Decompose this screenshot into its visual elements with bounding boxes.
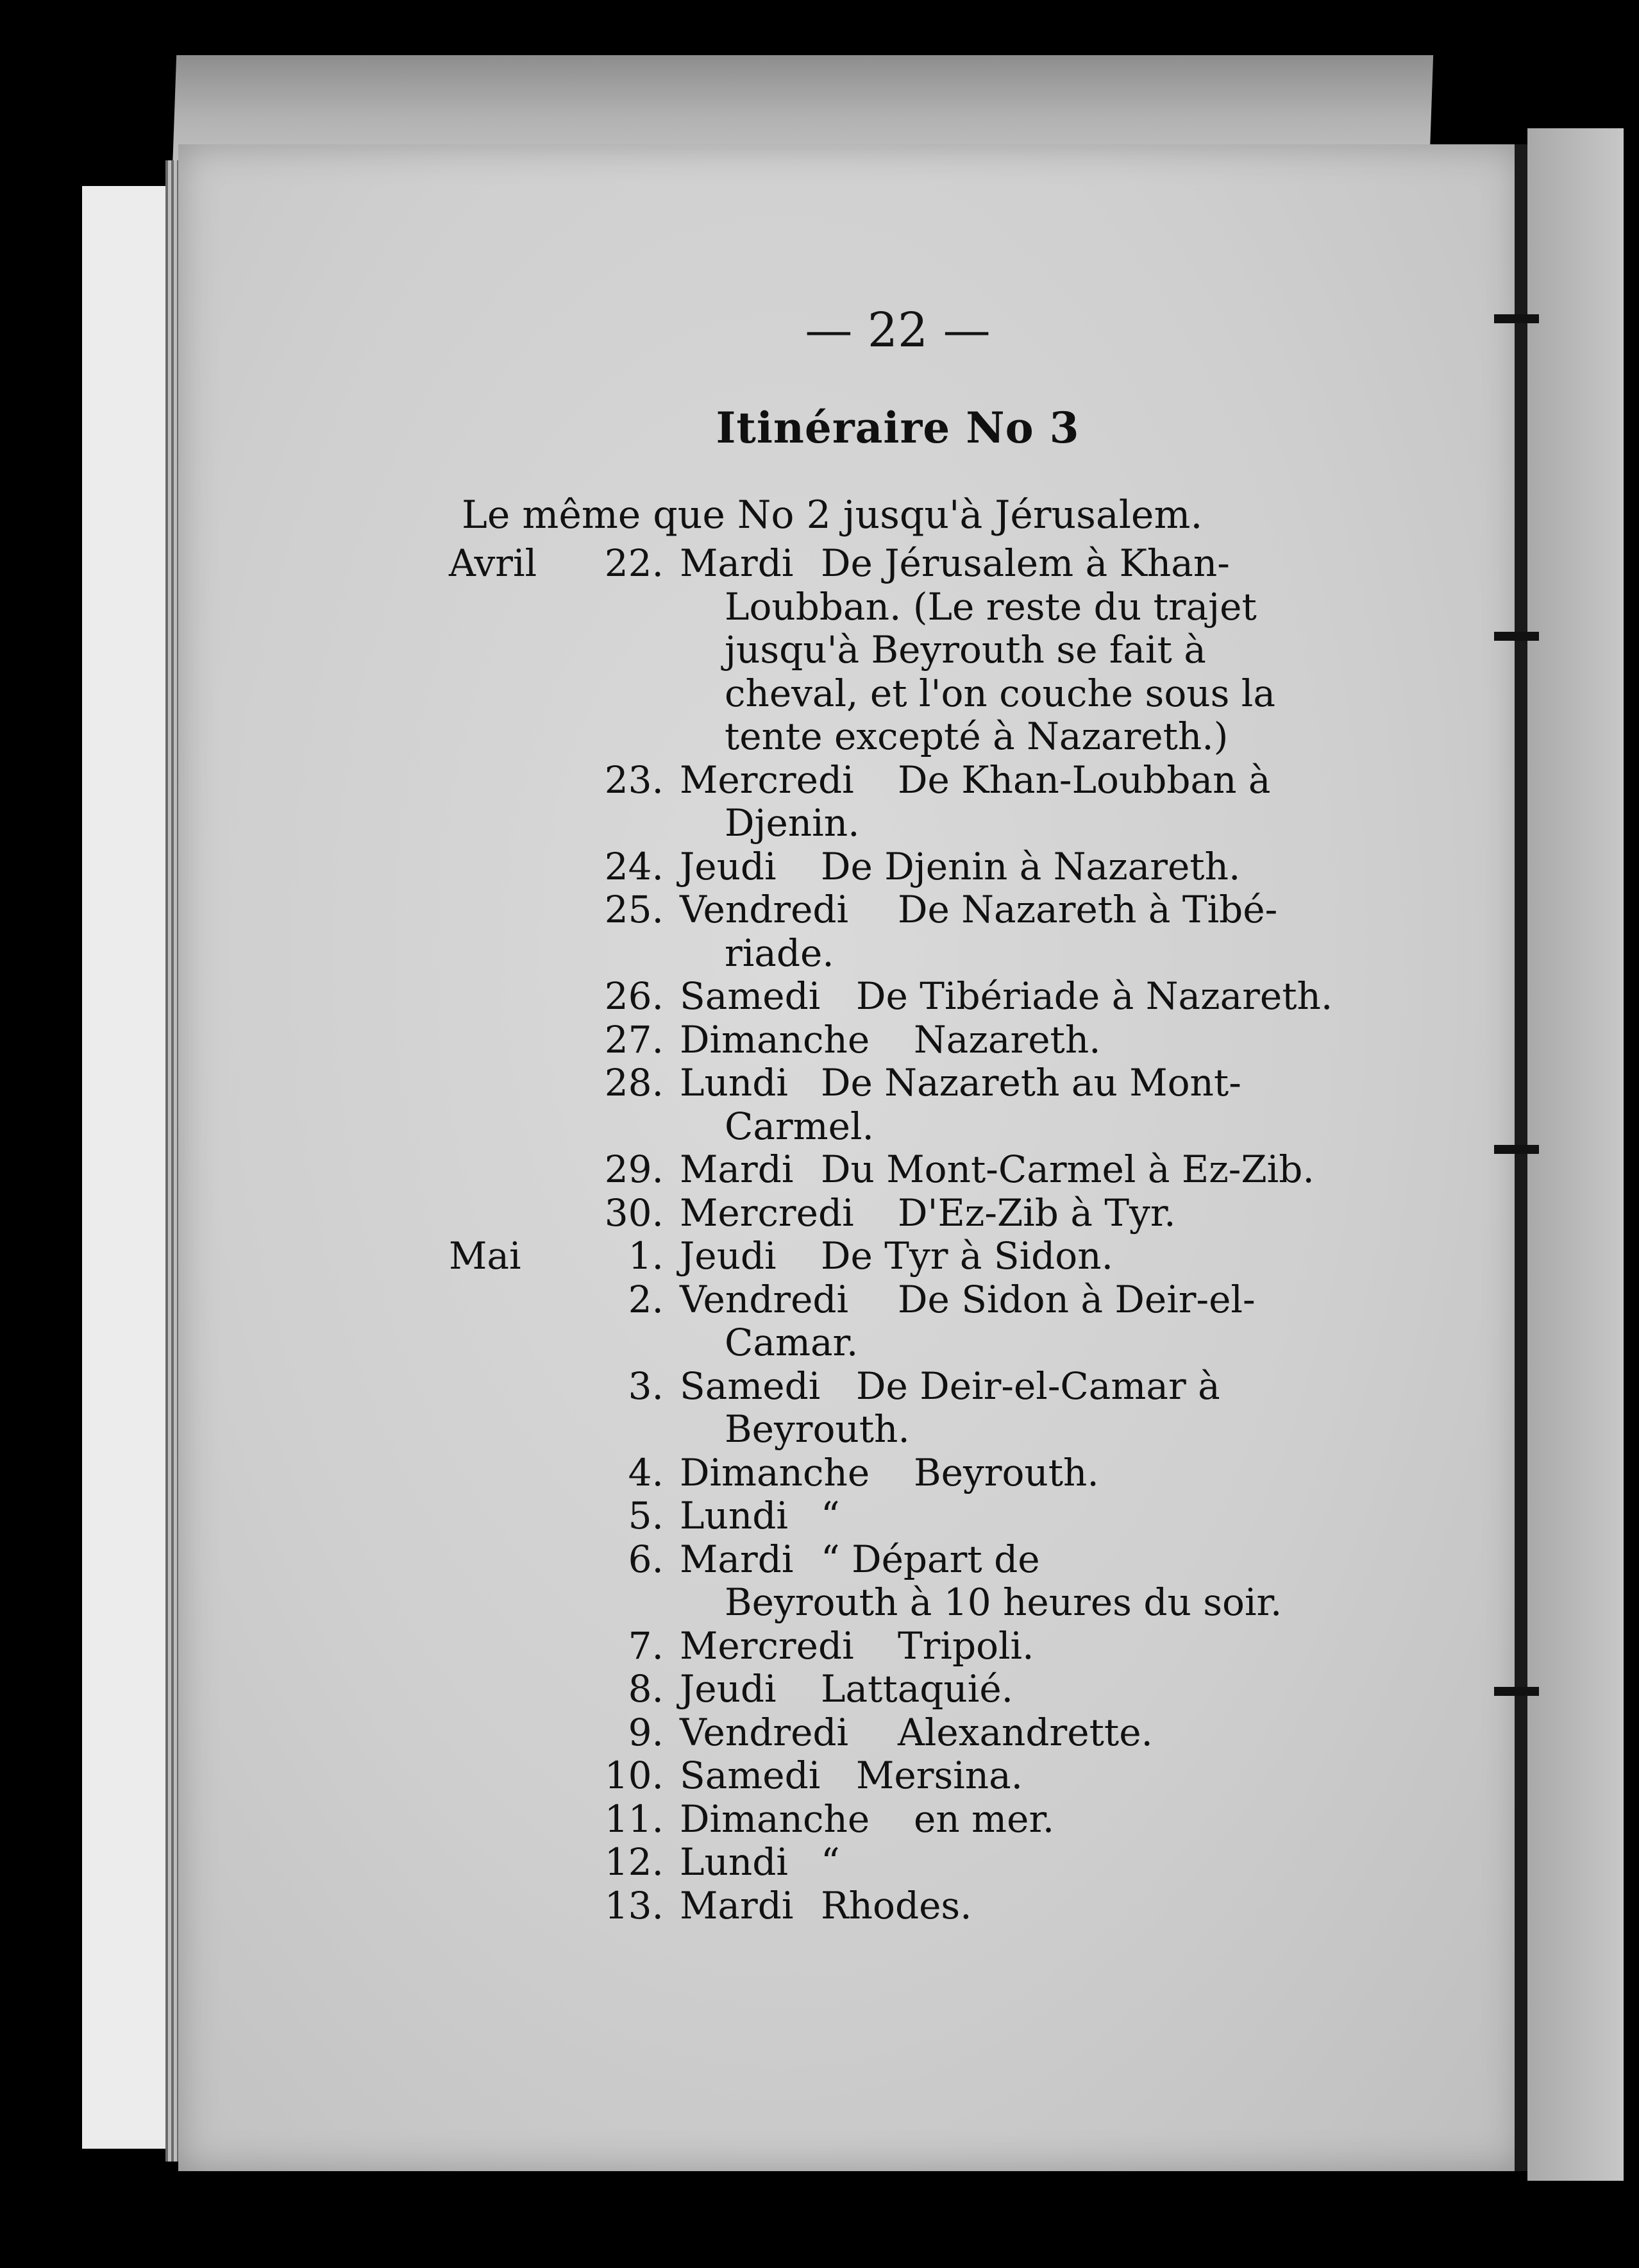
itinerary-description: De Sidon à Deir-el- [898, 1278, 1256, 1321]
itinerary-description: De Khan-Loubban à [898, 758, 1271, 802]
day-number: 9. [628, 1711, 664, 1754]
weekday: Samedi [680, 974, 821, 1018]
day-number: 26. [604, 974, 664, 1018]
itinerary-continuation: Beyrouth à 10 heures du soir. [725, 1580, 1282, 1624]
next-page-edge [1527, 128, 1624, 2181]
itinerary-description: Tripoli. [898, 1624, 1034, 1668]
weekday: Jeudi [680, 845, 777, 888]
day-number: 10. [604, 1754, 664, 1797]
page-gutter [1515, 144, 1527, 2171]
day-number: 29. [604, 1147, 664, 1191]
weekday: Lundi [680, 1840, 788, 1884]
itinerary-description: Rhodes. [821, 1884, 972, 1927]
day-number: 3. [628, 1364, 664, 1408]
binding-mark [1494, 314, 1539, 323]
day-number: 8. [628, 1667, 664, 1711]
day-number: 11. [604, 1797, 664, 1841]
itinerary-description: De Tibériade à Nazareth. [856, 974, 1333, 1018]
weekday: Dimanche [680, 1797, 870, 1841]
itinerary-description: Beyrouth. [914, 1451, 1099, 1494]
weekday: Mercredi [680, 1624, 854, 1668]
weekday: Vendredi [680, 1711, 849, 1754]
itinerary-description: “ [821, 1494, 840, 1537]
itinerary-description: De Djenin à Nazareth. [821, 845, 1241, 888]
itinerary-description: Mersina. [856, 1754, 1023, 1797]
itinerary-description: Alexandrette. [898, 1711, 1153, 1754]
itinerary-continuation: tente excepté à Nazareth.) [725, 715, 1229, 758]
day-number: 2. [628, 1278, 664, 1321]
weekday: Mardi [680, 1884, 794, 1927]
itinerary-description: en mer. [914, 1797, 1055, 1841]
weekday: Dimanche [680, 1018, 870, 1062]
itinerary-description: Du Mont-Carmel à Ez-Zib. [821, 1147, 1315, 1191]
weekday: Mardi [680, 541, 794, 585]
day-number: 22. [604, 541, 664, 585]
binding-mark [1494, 1145, 1539, 1154]
weekday: Jeudi [680, 1667, 777, 1711]
weekday: Lundi [680, 1494, 788, 1537]
itinerary-continuation: Carmel. [725, 1104, 874, 1148]
weekday: Mercredi [680, 1191, 854, 1235]
itinerary-continuation: Beyrouth. [725, 1407, 910, 1451]
binding-mark [1494, 1687, 1539, 1696]
weekday: Vendredi [680, 888, 849, 931]
day-number: 30. [604, 1191, 664, 1235]
itinerary-continuation: Djenin. [725, 801, 860, 845]
binding-mark [1494, 632, 1539, 641]
weekday: Samedi [680, 1754, 821, 1797]
day-number: 25. [604, 888, 664, 931]
day-number: 27. [604, 1018, 664, 1062]
page-title: Itinéraire No 3 [716, 403, 1080, 453]
itinerary-continuation: cheval, et l'on couche sous la [725, 672, 1275, 715]
day-number: 12. [604, 1840, 664, 1884]
left-page-stack [82, 186, 178, 2149]
day-number: 28. [604, 1061, 664, 1104]
itinerary-description: D'Ez-Zib à Tyr. [898, 1191, 1176, 1235]
weekday: Mardi [680, 1147, 794, 1191]
page-number: — 22 — [805, 303, 991, 358]
day-number: 23. [604, 758, 664, 802]
itinerary-description: Lattaquié. [821, 1667, 1014, 1711]
itinerary-description: “ Départ de [821, 1537, 1040, 1581]
weekday: Dimanche [680, 1451, 870, 1494]
itinerary-description: “ [821, 1840, 840, 1884]
itinerary-continuation: riade. [725, 931, 834, 975]
itinerary-continuation: jusqu'à Beyrouth se fait à [725, 628, 1206, 672]
day-number: 6. [628, 1537, 664, 1581]
itinerary-description: De Nazareth à Tibé- [898, 888, 1278, 931]
day-number: 7. [628, 1624, 664, 1668]
itinerary-description: De Jérusalem à Khan- [821, 541, 1230, 585]
day-number: 24. [604, 845, 664, 888]
itinerary-description: Nazareth. [914, 1018, 1101, 1062]
day-number: 4. [628, 1451, 664, 1494]
intro-text: Le même que No 2 jusqu'à Jérusalem. [462, 493, 1203, 537]
itinerary-continuation: Camar. [725, 1321, 859, 1364]
weekday: Lundi [680, 1061, 788, 1104]
weekday: Vendredi [680, 1278, 849, 1321]
itinerary-description: De Tyr à Sidon. [821, 1234, 1114, 1278]
day-number: 1. [628, 1234, 664, 1278]
weekday: Samedi [680, 1364, 821, 1408]
weekday: Mercredi [680, 758, 854, 802]
itinerary-description: De Deir-el-Camar à [856, 1364, 1220, 1408]
month-label: Mai [449, 1234, 521, 1278]
itinerary-description: De Nazareth au Mont- [821, 1061, 1241, 1104]
day-number: 5. [628, 1494, 664, 1537]
weekday: Mardi [680, 1537, 794, 1581]
day-number: 13. [604, 1884, 664, 1927]
weekday: Jeudi [680, 1234, 777, 1278]
itinerary-continuation: Loubban. (Le reste du trajet [725, 585, 1257, 629]
month-label: Avril [449, 541, 537, 585]
left-page-edges [165, 160, 180, 2162]
